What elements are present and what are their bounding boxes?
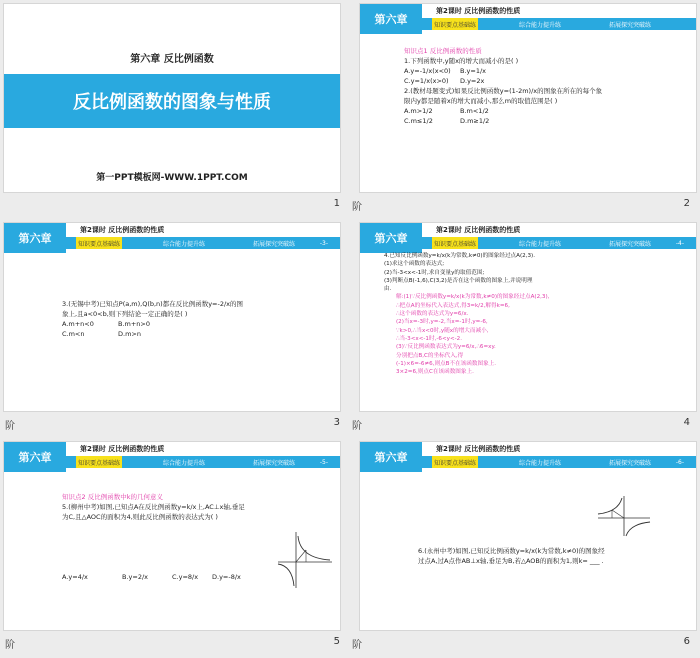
page-tag: -5- [319,458,328,466]
answer-text: (-1)×6=-6≠6,则点B不在该函数图象上. [396,360,497,367]
page-tag: -4- [675,239,684,247]
tab-basic[interactable]: 知识要点基础练 [432,456,478,468]
slide-1-title: 反比例函数的图象与性质 [73,92,271,113]
slide-1-cell[interactable] [0,0,350,219]
slide-3-cell[interactable] [0,219,350,438]
slide-6-thumbnail[interactable] [359,441,697,631]
question-text: 3.(无锡中考)已知点P(a,m),Q(b,n)都在反比例函数y=-2/x的图 [62,300,244,308]
question-text: 6.(永州中考)如图,已知反比例函数y=k/x(k为常数,k≠0)的图象经 [418,547,605,555]
answer-text: ∴这个函数的表达式为y=6/x. [396,311,469,318]
answer-text: 3×2=6,则点C在该函数图象上. [396,369,474,376]
hyperbola-branch [626,522,650,536]
slide-5-options [62,572,312,582]
lesson-title: 第2课时 反比例函数的性质 [436,7,521,15]
slide-3-thumbnail[interactable] [3,222,341,412]
hyperbola-branch [598,498,622,514]
option-a: A.y=-1/x(x<0) [404,67,451,75]
lesson-title: 第2课时 反比例函数的性质 [80,445,165,453]
footer-note: 阶 [352,421,362,432]
chapter-badge: 第六章 [4,223,66,253]
option-c: C.m<n [62,330,85,338]
question-text: 1.下列函数中,y随x的增大而减小的是( ) [404,57,519,65]
chapter-badge: 第六章 [360,442,422,472]
answer-text: 解:(1)∵反比例函数y=k/x(k为常数,k≠0)的图象经过点A(2,3), [396,294,550,301]
options-row [404,76,602,86]
question-text: 2.(教材母题变式)如果反比例函数y=(1-2m)/x的图象在所在的每个象 [404,87,603,95]
slide-4-thumbnail[interactable] [359,222,697,412]
option-d: D.y=-8/x [212,573,241,581]
option-b: B.y=2/x [122,573,148,581]
answer-text: ∴把点A的坐标代入表达式,得3=k/2,解得k=6, [396,302,510,309]
tab-comprehensive[interactable]: 综合能力提升练 [518,240,561,248]
answer-text: ∴当-3<x<-1时,-6<y<-2. [396,335,462,342]
chapter-badge: 第六章 [4,442,66,472]
question-text: 过点A,过A点作AB⊥x轴,垂足为B,若△AOB的面积为1,则k= ___ . [418,557,604,565]
option-a: A.m>1/2 [404,107,433,115]
slide-1-thumbnail[interactable] [3,3,341,193]
option-d: D.y=2x [460,77,485,85]
question-text: (2)当-3<x<-1时,求自变量y的取值范围; [384,269,485,276]
lesson-title: 第2课时 反比例函数的性质 [436,226,521,234]
question-text: 为C,且△AOC的面积为4,则此反比例函数的表达式为( ) [62,513,218,521]
answer-text: (2)当x=-3时,y=-2,当x=-1时,y=-6, [396,319,488,326]
question-text: 限内y都是随着x的增大而减小,那么m的取值范围是( ) [404,97,558,105]
option-c: C.y=8/x [172,573,199,581]
tab-basic[interactable]: 知识要点基础练 [76,456,122,468]
footer-note: 阶 [5,640,15,651]
chapter-badge: 第六章 [360,4,422,34]
option-d: D.m≥1/2 [460,117,490,125]
answer-text: ∵k>0,∴当x<0时,y随x的增大而减小, [396,327,489,334]
tab-comprehensive[interactable]: 综合能力提升练 [518,21,561,29]
tab-extension[interactable]: 拓展探究突破练 [608,240,651,248]
question-text: 象上,且a<0<b,则下列结论一定正确的是( ) [62,310,188,318]
tab-extension[interactable]: 拓展探究突破练 [608,21,651,29]
slide-5-cell[interactable] [0,438,350,657]
tab-comprehensive[interactable]: 综合能力提升练 [518,459,561,467]
options-row [404,66,602,76]
hyperbola-branch [298,536,330,560]
question-text: (3)判断点B(-1,6),C(3,2)是否在这个函数的图象上,并说明理 [384,277,533,284]
tab-extension[interactable]: 拓展探究突破练 [252,459,295,467]
option-d: D.m>n [118,330,141,338]
option-b: B.m<1/2 [460,107,489,115]
slide-number: 4 [683,417,690,428]
segment-oa [612,510,624,518]
tab-basic[interactable]: 知识要点基础练 [432,237,478,249]
answer-text: 分别把点B,C的坐标代入,得 [396,352,464,359]
slide-number: 6 [683,636,690,647]
footer-note: 阶 [352,202,362,213]
option-b: B.y=1/x [460,67,486,75]
page-tag: -3- [319,239,328,247]
footer-note: 阶 [5,421,15,432]
option-b: B.m+n>0 [118,320,151,328]
answer-text: (3)∵反比例函数表达式为y=6/x,∴6=xy. [396,344,496,351]
option-c: C.y=1/x(x>0) [404,77,449,85]
options-row [62,329,243,339]
options-row [62,572,312,582]
section-heading: 知识点2 反比例函数中k的几何意义 [62,493,163,501]
question-text: 由. [384,286,392,293]
tab-extension[interactable]: 拓展探究突破练 [608,459,651,467]
option-a: A.m+n<0 [62,320,94,328]
option-c: C.m≤1/2 [404,117,433,125]
footer-note: 阶 [352,640,362,651]
slide-4-content [384,252,549,376]
slide-6-content [418,546,605,566]
slide-number: 3 [333,417,340,428]
slide-number: 1 [333,198,340,209]
slide-2-cell[interactable] [350,0,700,219]
options-row [404,106,602,116]
page-tag: -6- [675,458,684,466]
slide-4-cell[interactable] [350,219,700,438]
segment-oa [296,550,306,562]
slide-5-thumbnail[interactable] [3,441,341,631]
slide-5-content [62,492,245,522]
tab-basic[interactable]: 知识要点基础练 [432,18,478,30]
chapter-badge: 第六章 [360,223,422,253]
slide-2-content [404,46,602,126]
question-text: 5.(柳州中考)如图,已知点A在反比例函数y=k/x上,AC⊥x轴,垂足 [62,503,245,511]
slide-number: 5 [333,636,340,647]
slide-1-chapter: 第六章 反比例函数 [130,54,214,65]
hyperbola-figure [596,494,652,538]
lesson-title: 第2课时 反比例函数的性质 [436,445,521,453]
question-text: 4.已知反比例函数y=k/x(k为常数,k≠0)的图象经过点A(2,3). [384,253,536,259]
option-a: A.y=4/x [62,573,88,581]
options-row [62,319,243,329]
slide-6-cell[interactable] [350,438,700,657]
slide-3-content [62,299,243,339]
section-heading: 知识点1 反比例函数的性质 [404,47,482,55]
slide-number: 2 [683,198,690,209]
slide-1-site: 第一PPT模板网-WWW.1PPT.COM [96,173,248,183]
question-text: (1)求这个函数的表达式; [384,261,445,268]
tab-basic[interactable]: 知识要点基础练 [76,237,122,249]
tab-extension[interactable]: 拓展探究突破练 [252,240,295,248]
slide-2-thumbnail[interactable] [359,3,697,193]
lesson-title: 第2课时 反比例函数的性质 [80,226,165,234]
tab-comprehensive[interactable]: 综合能力提升练 [162,240,205,248]
options-row [404,116,602,126]
tab-comprehensive[interactable]: 综合能力提升练 [162,459,205,467]
